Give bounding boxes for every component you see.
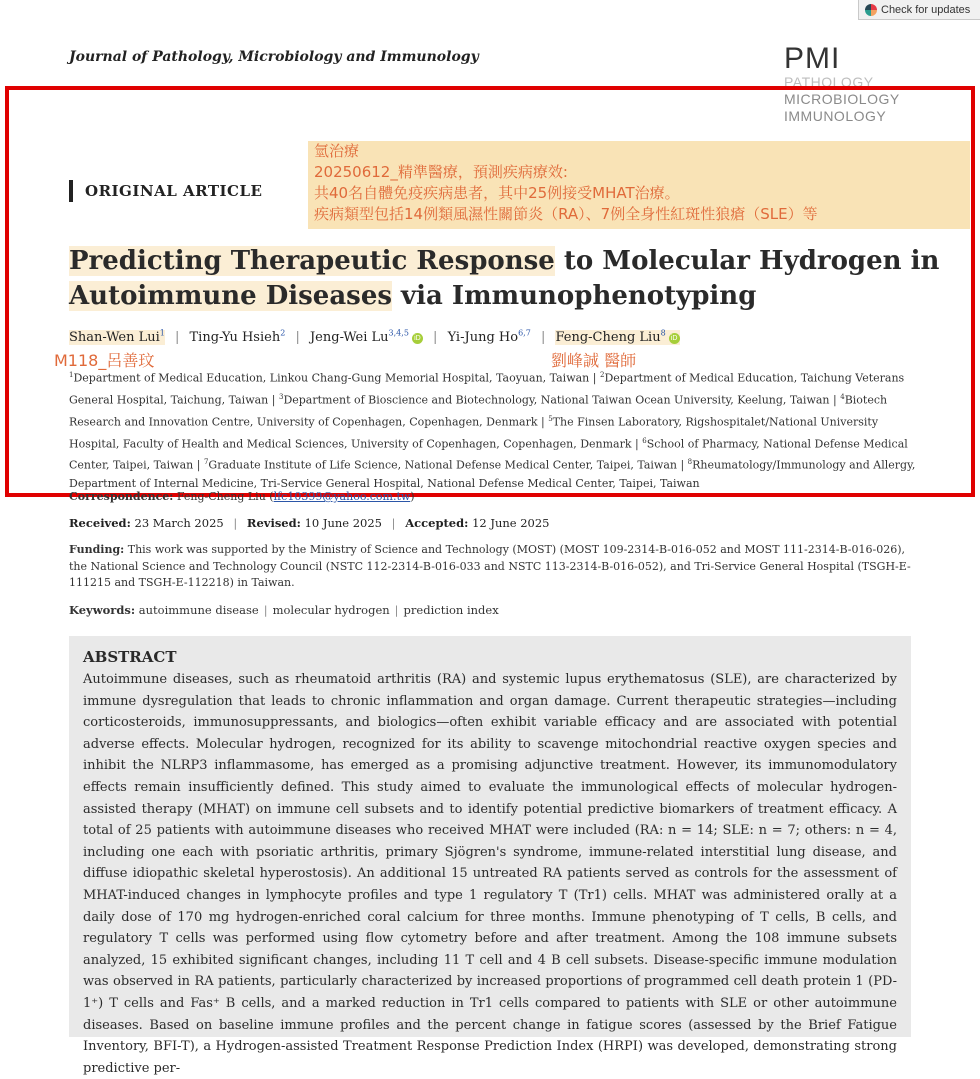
logo-pmi: PMI	[784, 42, 841, 75]
received-date: 23 March 2025	[134, 516, 224, 530]
author-1-annotation: M118_呂善玟	[54, 351, 155, 370]
author-2-name: Ting-Yu Hsieh	[189, 330, 281, 346]
abstract-text: Autoimmune diseases, such as rheumatoid arthritis (RA) and systemic lupus erythematosus (SLE), are characterized by immune dysregulation that leads to chronic inflammation and organ damage. Current therapeutic strategies—including corticosteroids, immunosuppressants, and biologics—often exhibit variable efficacy and are associated with potential adverse effects. Molecular hydrogen, recognized for its ability to scavenge mitochondrial reactive oxygen species and inhibit the NLRP3 inflammasome, has emerged as a promising adjunctive treatment. However, its immunomodulatory effects remain insufficiently defined. This study aimed to evaluate the immunological effects of molecular hydrogen-assisted therapy (MHAT) on immune cell subsets and to identify potential predictive biomarkers of treatment efficacy. A total of 25 patients with autoimmune diseases who received MHAT were included (RA: n = 14; SLE: n = 7; others: n = 4, including one each with psoriatic arthritis, primary Sjögren's syndrome, immune-related interstitial lung disease, and diffuse idiopathic skeletal hyperostosis). An additional 15 untreated RA patients served as controls for the assessment of MHAT-induced changes in lymphocyte profiles and type 1 regulatory T (Tr1) cells. MHAT was administered orally at a daily dose of 170 mg hydrogen-enriched coral calcium for three months. Immune phenotyping of T cells, B cells, and regulatory T cells was performed using flow cytometry before and after treatment. Among the 108 immune subsets analyzed, 15 exhibited significant changes, including 11 T cell and 4 B cell subsets. Disease-specific immune modulation was observed in RA patients, particularly characterized by increased proportions of programmed cell death protein 1 (PD-1⁺) T cells and Fas⁺ B cells, and a marked reduction in Tr1 cells compared to patients with SLE or other autoimmune diseases. Based on baseline immune profiles and the percent change in fatigue scores (assessed by the Brief Fatigue Inventory, BFI-T), a Hydrogen-assisted Treatment Response Prediction Index (HRPI) was developed, demonstrating strong predictive per-	[83, 672, 897, 1076]
author-4-name: Yi-Jung Ho	[447, 330, 519, 346]
title-highlight-1: Predicting Therapeutic Response	[69, 246, 555, 276]
funding-text: This work was supported by the Ministry of Science and Technology (MOST) (MOST 109-2314-B-016-052 and MOST 111-2314-B-016-026), the National Science and Technology Council (NSTC 112-2314-B-016-033 and NSTC 113-2314-B-016-052), and Tri-Service General Hospital (TSGH-E-111215 and TSGH-E-112218) in Taiwan.	[69, 543, 911, 589]
keyword-2: molecular hydrogen	[272, 603, 390, 617]
funding-statement	[69, 542, 919, 592]
correspondence-email-link[interactable]: lfc10399@yahoo.com.tw	[273, 490, 411, 503]
accepted-date: 12 June 2025	[472, 516, 550, 530]
abstract-heading: ABSTRACT	[83, 648, 177, 666]
logo-line-pathology: PATHOLOGY	[784, 74, 874, 90]
affil-8: Rheumatology/Immunology and Allergy, Department of Internal Medicine, Tri-Service General Hospital, National Defense Medical Center, Taipei, Taiwan	[69, 459, 916, 491]
title-text-2: via Immunophenotyping	[392, 281, 757, 311]
keywords-label: Keywords:	[69, 603, 136, 617]
author-5-sup: 8	[660, 329, 666, 338]
affil-1-sup: 1	[69, 371, 74, 379]
affil-5: The Finsen Laboratory, Rigshospitalet/National University Hospital, Faculty of Health and Medical Sciences, University of Copenhagen, Copenhagen, Denmark	[69, 415, 879, 451]
correspondence-label: Correspondence:	[69, 490, 174, 503]
author-5-name: Feng-Cheng Liu	[555, 330, 661, 346]
title-text-1: to Molecular Hydrogen in	[554, 246, 940, 276]
author-3-sup: 3,4,5	[388, 329, 409, 338]
affil-8-sup: 8	[687, 458, 693, 467]
affiliations: $^1$Department of Medical Education, Linkou Chang-Gung Memorial Hospital, Taoyuan, Taiwan | $^2$Department of Medical Education, Taichung Veterans General Hospital, Taichung, Taiwan | $^3$Department of Bioscience and Biotechnology, National Taiwan Ocean University, Keelung, Taiwan | $^4$Biotech Research and Innovation Centre, University of Copenhagen, Copenhagen, Denmark | $^5$The Finsen Laboratory, Rigshospitalet/National University Hospital, Faculty of Health and Medical Sciences, University of Copenhagen, Copenhagen, Denmark | $^6$School of Pharmacy, National Defense Medical Center, Taipei, Taiwan | $^7$Graduate Institute of Life Science, National Defense Medical Center, Taipei, Taiwan | $^8$Rheumatology/Immunology and Allergy, Department of Internal Medicine, Tri-Service General Hospital, National Defense Medical Center, Taipei, Taiwan	[69, 371, 916, 491]
author-4[interactable]	[448, 330, 531, 345]
note-line-3: 共40名自體免疫疾病患者，其中25例接受MHAT治療。	[314, 184, 680, 202]
accepted-label: Accepted:	[405, 516, 469, 530]
affil-2-sup: 2	[599, 371, 605, 379]
affil-3-sup: 3	[278, 392, 284, 401]
author-4-sup: 6,7	[518, 329, 531, 338]
author-2[interactable]	[190, 330, 286, 345]
keyword-3: prediction index	[403, 603, 499, 617]
author-separator: |	[174, 330, 180, 346]
date-separator: |	[233, 516, 238, 530]
check-for-updates-button[interactable]	[858, 0, 980, 20]
logo-line-immunology: IMMUNOLOGY	[784, 108, 887, 124]
author-5-annotation: 劉峰誠 醫師	[551, 351, 637, 370]
keywords	[69, 603, 499, 617]
affil-3: Department of Bioscience and Biotechnology, National Taiwan Ocean University, Keelung, Taiwan	[283, 393, 830, 407]
affil-4-sup: 4	[840, 392, 845, 401]
affil-6-sup: 6	[642, 436, 647, 445]
affil-6: School of Pharmacy, National Defense Medical Center, Taipei, Taiwan	[69, 437, 908, 473]
author-separator: |	[295, 330, 300, 346]
note-line-1: 氫治療	[314, 142, 360, 160]
received-label: Received:	[69, 516, 131, 530]
keyword-1: autoimmune disease	[138, 603, 259, 617]
check-for-updates-label: Check for updates	[881, 3, 971, 16]
author-1-sup: 1	[159, 329, 165, 338]
orcid-icon[interactable]: iD	[669, 333, 680, 344]
affil-4: Biotech Research and Innovation Centre, University of Copenhagen, Copenhagen, Denmark	[69, 393, 888, 429]
revised-date: 10 June 2025	[304, 516, 383, 530]
date-separator: |	[391, 516, 396, 530]
affil-2: Department of Medical Education, Taichung Veterans General Hospital, Taichung, Taiwan	[69, 371, 905, 407]
logo-line-microbiology: MICROBIOLOGY	[784, 91, 900, 107]
note-line-2: 20250612_精準醫療，預測疾病療效:	[314, 163, 568, 181]
author-1[interactable]	[69, 330, 165, 345]
section-marker-bar	[69, 180, 73, 202]
article-title	[69, 244, 949, 314]
article-dates	[69, 516, 550, 530]
funding-label: Funding:	[69, 543, 125, 556]
author-3-name: Jeng-Wei Lu	[309, 330, 389, 346]
keyword-separator: |	[263, 603, 268, 617]
annotation-note	[308, 141, 970, 229]
affil-7: Graduate Institute of Life Science, National Defense Medical Center, Taipei, Taiwan	[208, 459, 677, 473]
author-separator: |	[433, 330, 438, 346]
note-line-4: 疾病類型包括14例類風濕性關節炎（RA）、7例全身性紅斑性狼瘡（SLE）等	[314, 205, 818, 223]
abstract-box	[69, 636, 911, 1076]
affil-1: Department of Medical Education, Linkou Chang-Gung Memorial Hospital, Taoyuan, Taiwan	[73, 371, 590, 385]
revised-label: Revised:	[246, 516, 301, 530]
author-separator: |	[540, 330, 546, 346]
correspondence-name: Feng-Cheng Liu	[176, 490, 266, 503]
author-3[interactable]	[310, 330, 423, 345]
keyword-separator: |	[394, 603, 399, 617]
author-5[interactable]	[555, 330, 679, 345]
article-type-label: ORIGINAL ARTICLE	[85, 182, 263, 200]
affil-5-sup: 5	[548, 414, 553, 423]
correspondence: Correspondence: Feng-Cheng Liu (lfc10399@yahoo.com.tw)	[69, 490, 415, 503]
author-1-name: Shan-Wen Lui	[69, 330, 160, 346]
journal-title: Journal of Pathology, Microbiology and Immunology	[69, 49, 479, 65]
orcid-icon[interactable]: iD	[412, 333, 423, 344]
author-list	[69, 329, 680, 345]
title-highlight-2: Autoimmune Diseases	[69, 281, 392, 311]
author-2-sup: 2	[280, 329, 286, 338]
affil-7-sup: 7	[203, 458, 209, 467]
crossmark-icon	[865, 4, 877, 16]
